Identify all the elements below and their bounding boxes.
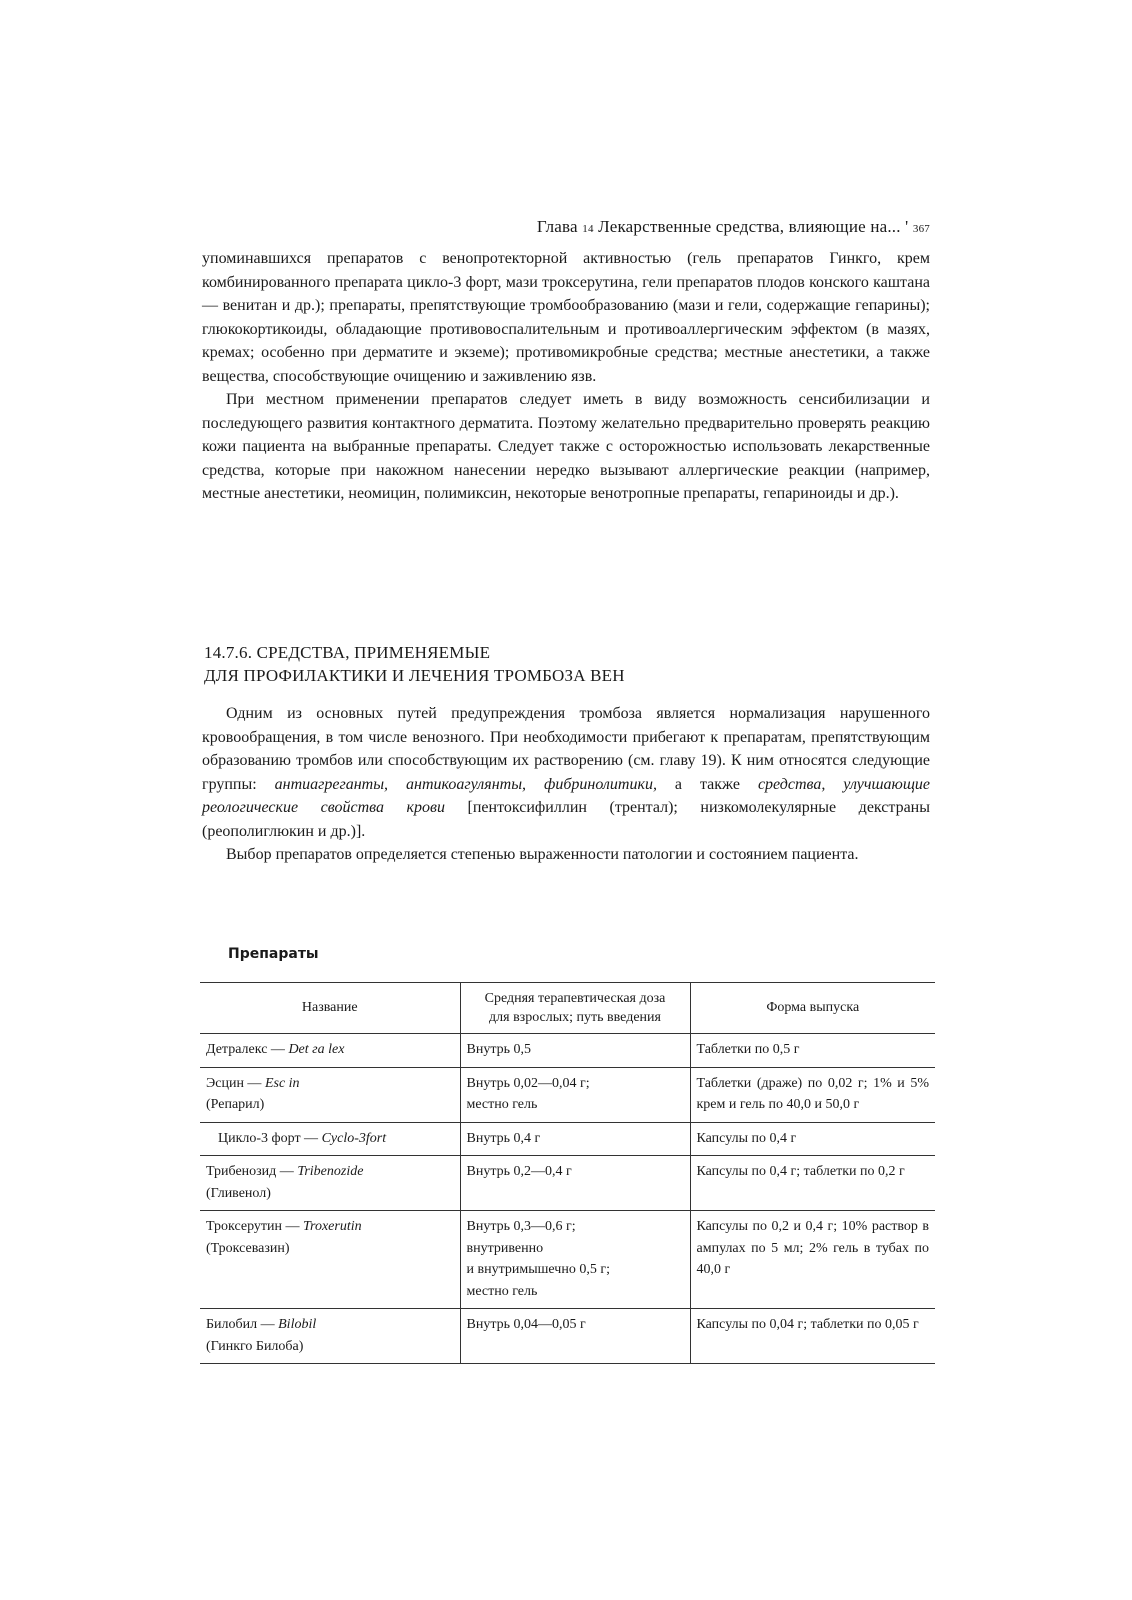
form-cell: Капсулы по 0,4 г; таблетки по 0,2 г: [690, 1156, 935, 1211]
drug-trade-name: (Гливенол): [206, 1185, 271, 1201]
paragraph-sensitization: При местном применении препаратов следует иметь в виду возможность сенсибилизации и последующего развития контактного дерматита. Поэтому желательно предварительно проверять реакцию кожи пациента на выбранные препараты. Следует также с осторожностью использовать лекарственные средства, которые при накожном нанесении нередко вызывают аллергические реакции (например, местные анестетики, неомицин, полимиксин, некоторые венотропные препараты, гепариноиды и др.).: [202, 391, 930, 502]
drug-latin-name: Bilobil: [278, 1317, 317, 1332]
table-row: [200, 1211, 935, 1309]
dose-cell: [460, 1309, 690, 1364]
drug-name: Трибенозид —: [206, 1164, 298, 1179]
drug-trade-name: (Репарил): [206, 1097, 265, 1112]
paragraph-continued: упоминавшихся препаратов с венопротекторной активностью (гель препаратов Гинкго, крем комбинированного препарата цикло-3 форт, мази троксерутина, гели препаратов плодов конского каштана — венитан и др.); препараты, препятствующие тромбообразованию (мази и гели, содержащие гепарины); глюкокортикоиды, обладающие противовоспалительным и противоаллергическим эффектом (в мазях, кремах; особенно при дерматите и экземе); противомикробные средства; местные анестетики, а также вещества, способствующие очищению и заживлению язв.: [202, 250, 930, 385]
drug-name: Цикло-3 форт —: [218, 1130, 322, 1146]
header-mark: ': [905, 217, 909, 236]
drug-name: Детралекс —: [206, 1042, 289, 1057]
dose-line: Внутрь 0,2—0,4 г: [466, 1164, 572, 1179]
drug-name: Троксерутин —: [206, 1219, 303, 1234]
drug-latin-name: Troxerutin: [303, 1219, 362, 1234]
chapter-number: 14: [582, 223, 594, 235]
dose-line: местно гель: [466, 1097, 538, 1112]
drug-name-cell: [200, 1067, 460, 1122]
dose-line: внутривенно: [466, 1240, 544, 1256]
drug-name-cell: [200, 1211, 460, 1309]
form-cell: Капсулы по 0,4 г: [690, 1122, 935, 1156]
drug-trade-name: (Гинкго Билоба): [206, 1338, 304, 1354]
drug-latin-name: Cyclo-3fort: [321, 1130, 387, 1146]
dose-cell: [460, 1067, 690, 1122]
form-cell: Капсулы по 0,04 г; таблетки по 0,05 г: [690, 1309, 935, 1364]
drug-latin-name: Esc in: [264, 1075, 300, 1091]
form-cell: Капсулы по 0,2 и 0,4 г; 10% раствор в ампулах по 5 мл; 2% гель в тубах по 40,0 г: [690, 1211, 935, 1309]
drug-trade-name: (Троксевазин): [206, 1240, 290, 1256]
paragraph-thrombosis: [202, 702, 930, 843]
dose-cell: [460, 1034, 690, 1068]
table-row: [200, 1034, 935, 1068]
table-title: Препараты: [228, 946, 319, 962]
drug-name: Билобил —: [206, 1317, 279, 1332]
dose-line: Внутрь 0,4 г: [466, 1130, 541, 1146]
dose-line: Внутрь 0,04—0,05 г: [466, 1317, 586, 1332]
drug-latin-name: Tribenozide: [297, 1164, 364, 1179]
page-number: 367: [912, 223, 930, 235]
section-heading: [204, 641, 904, 687]
header-form: Форма выпуска: [690, 983, 935, 1034]
header-dose-line1: Средняя терапевтическая доза: [484, 991, 666, 1006]
drug-name-cell: [200, 1034, 460, 1068]
section-number: 14.7.6.: [204, 643, 253, 662]
drug-name-cell: [200, 1122, 460, 1156]
drugs-table: [200, 982, 935, 1364]
paragraph-text: Одним из основных путей предупреждения тромбоза является нормализация нарушенного кровообращения, в том числе венозного. При необходимости прибегают к препаратам, препятствующим образованию тромбов или способствующим их растворению (см. главу 19). К ним относятся следующие группы:: [202, 705, 930, 793]
table-row: [200, 1067, 935, 1122]
dose-line: Внутрь 0,3—0,6 г;: [466, 1219, 576, 1234]
chapter-label: Глава: [536, 217, 578, 236]
drug-name-cell: [200, 1156, 460, 1211]
table-row: [200, 1309, 935, 1364]
dose-line: Внутрь 0,5: [466, 1042, 532, 1057]
dose-line: Внутрь 0,02—0,04 г;: [466, 1075, 590, 1091]
table-row: [200, 1122, 935, 1156]
section-title-line1: СРЕДСТВА, ПРИМЕНЯЕМЫЕ: [256, 643, 491, 662]
table-header-row: [200, 983, 935, 1034]
section-title-line2: ДЛЯ ПРОФИЛАКТИКИ И ЛЕЧЕНИЯ ТРОМБОЗА ВЕН: [204, 666, 625, 685]
running-header: [200, 217, 930, 237]
dose-cell: [460, 1122, 690, 1156]
dose-cell: [460, 1156, 690, 1211]
paragraph-choice: Выбор препаратов определяется степенью выраженности патологии и состоянием пациента.: [226, 846, 859, 863]
header-name: Название: [200, 983, 460, 1034]
dose-cell: [460, 1211, 690, 1309]
text-block-top: [202, 247, 930, 506]
dose-line: и внутримышечно 0,5 г;: [466, 1262, 610, 1277]
drug-latin-name: Det га lex: [288, 1042, 345, 1057]
header-dose-line2: для взрослых; путь введения: [489, 1010, 661, 1025]
drug-groups-italic: антиагреганты, антикоагулянты, фибринолитики,: [274, 775, 657, 793]
paragraph-text: [пентоксифиллин (трентал); низкомолекулярные декстраны (реополиглюкин и др.)].: [202, 799, 930, 840]
drug-name-cell: [200, 1309, 460, 1364]
table-row: [200, 1156, 935, 1211]
paragraph-text: а также: [656, 775, 758, 793]
form-cell: Таблетки по 0,5 г: [690, 1034, 935, 1068]
form-cell: Таблетки (драже) по 0,02 г; 1% и 5% крем и гель по 40,0 и 50,0 г: [690, 1067, 935, 1122]
text-block-mid: [202, 702, 930, 867]
dose-line: местно гель: [466, 1283, 538, 1299]
chapter-title: Лекарственные средства, влияющие на...: [598, 217, 901, 236]
rheology-italic: средства, улучшающие реологические свойства крови: [202, 775, 931, 816]
header-dose: [460, 983, 690, 1034]
drug-name: Эсцин —: [206, 1075, 265, 1091]
